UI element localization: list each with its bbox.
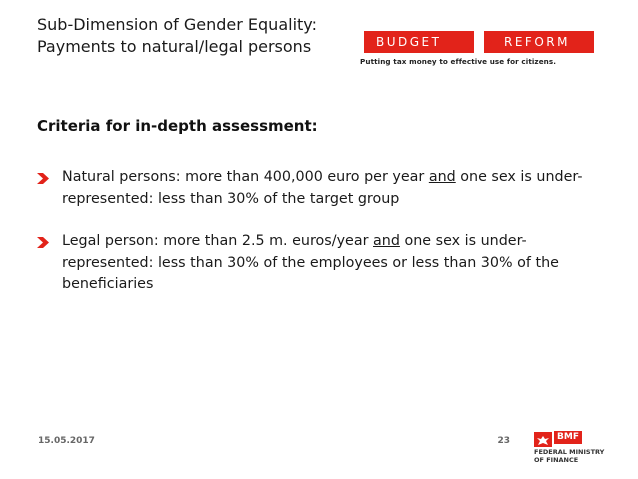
logo-right-bar [484,31,594,53]
criteria-text-after: one sex is under-represented: less than 30% of the employees or less than 30% of the beneficiaries [62,233,559,292]
criteria-text-underlined: and [428,169,456,185]
criteria-text-before: Natural persons: more than 400,000 euro per year [62,169,429,185]
bmf-line-2: OF FINANCE [534,456,579,464]
criteria-text-before: Legal person: more than 2.5 m. euros/year [62,233,374,249]
logo-left-bar [364,31,474,53]
footer-date: 15.05.2017 [38,436,95,446]
bmf-full-name [534,448,634,464]
logo-word-reform: REFORM [504,35,570,49]
logo-word-budget: BUDGET [376,35,442,49]
budget-reform-logo [360,31,600,71]
bmf-logo [534,432,634,472]
list-item [37,167,597,210]
criteria-list [37,167,597,296]
chevron-right-icon [37,173,49,184]
page-number: 23 [497,436,510,446]
criteria-text-underlined: and [373,233,400,249]
criteria-heading: Criteria for in-depth assessment: [37,117,318,135]
logo-tagline: Putting tax money to effective use for citizens. [360,57,557,66]
chevron-right-icon [37,237,49,248]
eagle-emblem-icon [534,432,552,445]
bmf-line-1: FEDERAL MINISTRY [534,448,605,456]
slide-title: Sub-Dimension of Gender Equality: Payments to natural/legal persons [37,15,317,56]
bmf-short-name: BMF [554,431,582,444]
list-item [37,231,597,296]
criteria-text-after: one sex is under-represented: less than 30% of the target group [62,169,583,207]
